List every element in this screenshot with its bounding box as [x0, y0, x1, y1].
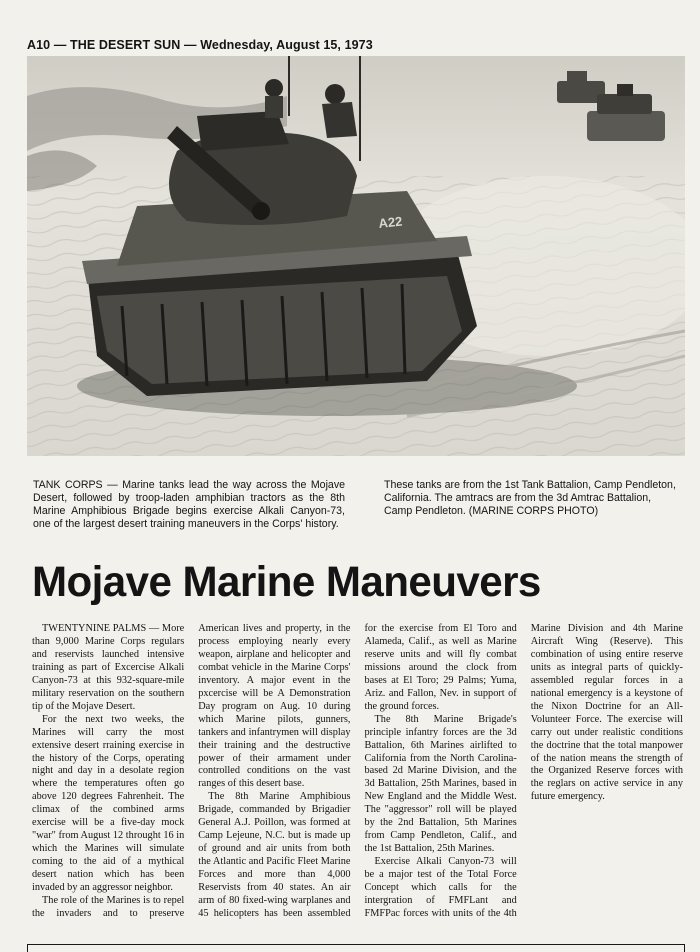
- article-paragraph: For the next two weeks, the Marines will carry the most extensive desert rraining exercise in the history of the Corps, operating night and day in a desolate region where the temperatures often go above 120 degrees Fahrenheit. The climax of the combined arms exercise will be a five-day mock "war" from August 12 throught 16 in which the Marines will simulate coming to the aid of a mythical desert nation which has been invaded by an aggressor neighbor.: [32, 713, 185, 894]
- article-headline: Mojave Marine Maneuvers: [32, 558, 541, 606]
- bottom-border: [27, 944, 685, 952]
- hull-number: A22: [377, 213, 404, 231]
- caption-kicker: TANK CORPS —: [33, 479, 118, 491]
- article-paragraph: The 8th Marine Amphibious Brigade, commanded by Brigadier General A.J. Poillon, was formed at Camp Lejeune, N.C. but is made up of ground and air units from both the Atlantic and Pacific Fleet Marine Forces and more than 4,000 Reservists from 40 states. An air arm of 80 fixed-wing warplanes and 45 helicopters has been assembled for the exercise from El Toro and Alameda, Calif., as well as Marine reserve units and will fly combat missions around the clock from bases at El Toro; 29 Palms; Yuma, Ariz. and Fallon, Nev. in support of the ground forces.: [198, 623, 517, 919]
- article-paragraph: [32, 623, 184, 714]
- photo-caption-left: [33, 479, 345, 531]
- article-paragraph: The role of the Marines is to repel the invaders and to preserve American lives and property, in the process employing nearly every weapon, airplane and helicopter and combat vehicle in the Marine Corps' inventory. A major event in the pxcercise will be A Demonstration Day program on Aug. 10 during which Marine pilots, gunners, tankers and infantrymen will display their training and the destructive power of their armament under controlled conditions on the vast ranges of this desert base.: [32, 623, 351, 919]
- header-separator: —: [184, 38, 197, 52]
- article-dateline: TWENTYNINE PALMS —: [42, 623, 160, 634]
- page-header: [27, 38, 373, 52]
- article-lead-text: More than 9,000 Marine Corps regulars and reservists launched intensive training as part of Excercise Alkali Canyon-73 at this 932-square-mile military reservation on the southern tip of the Mojave Desert.: [32, 623, 185, 712]
- article-paragraph: Exercise Alkali Canyon-73 will be a major test of the Total Force Concept which calls for the intergration of FMFLant and FMFPac forces with units of the 4th Marine Division and 4th Marine Aircraft Wing (Reserve). This combination of using entire reserve units as integral parts of quickly-assembled regular forces in a national emergency is a keystone of the Nixon Doctrine for an All-Volunteer Force. The exercise will carry out under realistic conditions the doctrine that the total manpower of the nation means the strength of the Organized Reserve forces with the reglars on active service in any future emergency.: [364, 623, 683, 919]
- photo-caption-right: These tanks are from the 1st Tank Battalion, Camp Pendleton, California. The amtracs are from the 3d Amtrac Battalion, Camp Pendleton. (MARINE CORPS PHOTO): [384, 479, 676, 517]
- newspaper-name: THE DESERT SUN: [70, 38, 181, 52]
- article-body: [32, 623, 683, 933]
- tank-photo: [27, 56, 685, 456]
- publication-date: Wednesday, August 15, 1973: [200, 38, 373, 52]
- caption-left-text: Marine tanks lead the way across the Mojave Desert, followed by troop-laden amphibian tractors as the 8th Marine Amphibious Brigade begins exercise Alkali Canyon-73, one of the largest desert training maneuvers in the Corps' history.: [33, 479, 346, 530]
- header-separator: —: [53, 38, 67, 52]
- article-paragraph: The 8th Marine Brigade's principle infantry forces are the 3d Battalion, 6th Marines airlifted to California from the North Carolina-based 2d Marine Division, and the 3d Battalion, 25th Marines, based in New England and the Middle West. The "aggressor" roll will be played by the 2nd Battalion, 5th Marines from Camp Pendleton, Calif., and the 1st Battalion, 25th Marines.: [364, 713, 517, 855]
- section-page-number: A10: [27, 38, 51, 52]
